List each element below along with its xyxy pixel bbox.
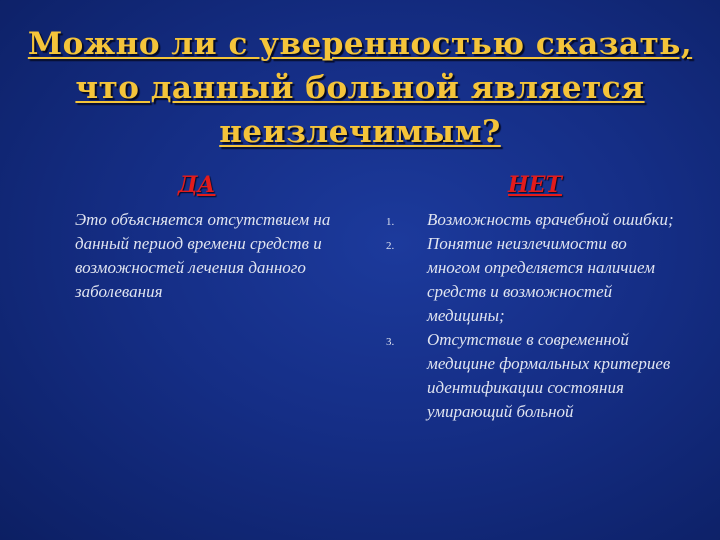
item-number: 1. <box>386 216 395 228</box>
list-item <box>380 208 680 232</box>
item-text: Отсутствие в современной медицине формальных критериев идентификации состояния умирающий больной <box>427 330 671 421</box>
slide-title: Можно ли с уверенностью сказать, что данный больной является неизлечимым? <box>27 26 693 150</box>
item-number: 3. <box>386 336 395 348</box>
item-text: Понятие неизлечимости во многом определяется наличием средств и возможностей медицины; <box>427 234 655 325</box>
list-item <box>380 232 680 328</box>
item-number: 2. <box>386 240 395 252</box>
yes-explanation: Это объясняется отсутствием на данный период времени средств и возможностей лечения данного заболевания <box>75 210 331 301</box>
no-heading: НЕТ <box>508 172 562 198</box>
list-item <box>380 328 680 424</box>
item-text: Возможность врачебной ошибки; <box>427 210 674 229</box>
yes-heading: ДА <box>178 172 216 198</box>
no-reasons-list <box>380 208 680 424</box>
